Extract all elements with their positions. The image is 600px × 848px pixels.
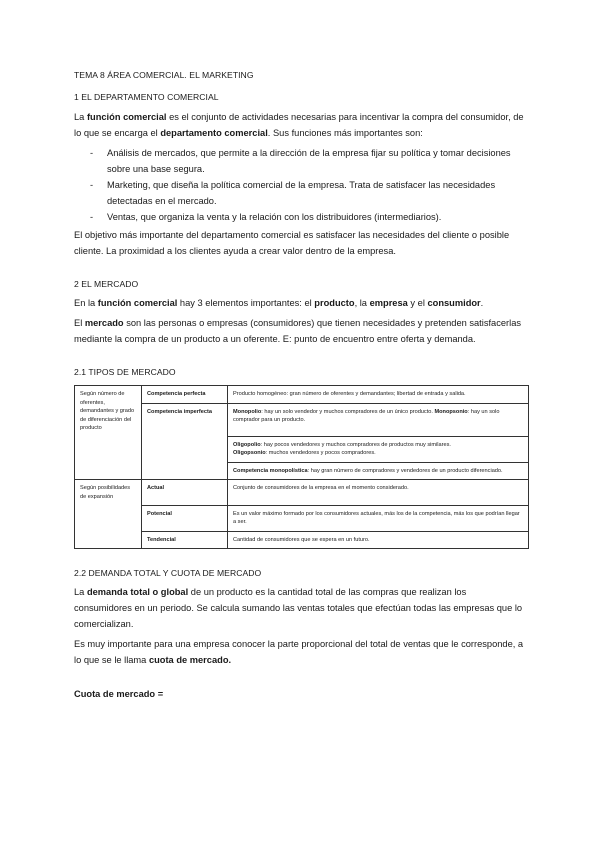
bold-term-demanda-total: demanda total o global [86, 587, 189, 597]
text-run: es el conjunto de actividades necesarias para incentivar la compra del consumidor, de lo que se encarga el [74, 112, 524, 138]
text-run: La [74, 112, 87, 122]
text-run: , la [354, 298, 370, 308]
bold-term: empresa [369, 298, 408, 308]
text-run: : muchos vendedores y pocos compradores. [265, 450, 376, 456]
bold-term: Oligopsonio [233, 450, 266, 456]
bold-term-cuota-de-mercado: cuota de mercado. [148, 655, 232, 665]
table-group-label: Según número de oferentes, demandantes y grado de diferenciación del producto [75, 386, 142, 480]
list-item: - Análisis de mercados, que permite a la dirección de la empresa fijar su política y tomar decisiones sobre una base segura. [74, 145, 526, 177]
table-type-label: Actual [142, 480, 228, 506]
section-2-heading: 2 EL MERCADO [74, 279, 139, 289]
text-run: El [74, 318, 85, 328]
bold-term: Monopsonio [434, 408, 468, 415]
section-2-paragraph-2 [74, 315, 526, 347]
bold-term: Oligopolio [233, 441, 261, 448]
table-row [75, 403, 529, 436]
text-run: de un producto es la cantidad total de las compras que realizan los consumidores en un periodo. Se calcula sumando las ventas totales que efectúan todas las empresas que lo comercializan. [74, 587, 523, 629]
bold-term: Competencia monopolística [233, 467, 308, 474]
bold-term: Monopolio [233, 408, 262, 415]
list-item: - Marketing, que diseña la política comercial de la empresa. Trata de satisfacer las necesidades detectadas en el mercado. [74, 177, 526, 209]
document-title: TEMA 8 ÁREA COMERCIAL. EL MARKETING [74, 70, 254, 80]
table-description: Producto homogéneo: gran número de oferentes y demandantes; libertad de entrada y salida. [228, 386, 529, 404]
table-description [228, 403, 529, 436]
section-1-paragraph-2: El objetivo más importante del departamento comercial es satisfacer las necesidades del cliente o posible cliente. La proximidad a los clientes ayuda a crear valor dentro de la empresa. [74, 230, 510, 256]
table-row [75, 531, 529, 549]
functions-list [74, 145, 526, 225]
section-2-2-paragraph-2 [74, 636, 526, 668]
text-run: : hay un solo comprador para un producto. [233, 408, 500, 423]
table-group-label: Según posibilidades de expansión [75, 480, 142, 549]
table-description: Cantidad de consumidores que se espera en un futuro. [228, 531, 529, 549]
text-run: : hay un solo vendedor y muchos compradores de un único producto. [261, 408, 435, 415]
table-row [75, 386, 529, 404]
table-row [75, 480, 529, 506]
text-run: son las personas o empresas (consumidores) que tienen necesidades y pretenden satisfacerlas mediante la compra de un producto a un oferente. E: punto de encuentro entre oferta y demanda. [74, 318, 522, 344]
table-description: Es un valor máximo formado por los consumidores actuales, más los de la competencia, más los que podrían llegar a ser. [228, 505, 529, 531]
list-item: - Ventas, que organiza la venta y la relación con los distribuidores (intermediarios). [74, 209, 526, 225]
bold-term: consumidor [427, 298, 481, 308]
text-run: hay 3 elementos importantes: el [177, 298, 315, 308]
table-type-label: Tendencial [142, 531, 228, 549]
text-run: : hay gran número de compradores y vendedores de un producto diferenciado. [307, 467, 503, 474]
market-types-table [74, 385, 529, 549]
text-run: En la [74, 298, 98, 308]
section-2-2-paragraph-1 [74, 584, 526, 632]
table-type-label: Competencia perfecta [142, 386, 228, 404]
section-2-paragraph-1 [74, 295, 526, 311]
document-page [74, 70, 526, 702]
text-run: La [74, 587, 87, 597]
table-row [75, 505, 529, 531]
table-type-label: Potencial [142, 505, 228, 531]
section-1-heading: 1 EL DEPARTAMENTO COMERCIAL [74, 92, 219, 102]
section-1-paragraph-1 [74, 109, 526, 141]
section-2-2-heading: 2.2 DEMANDA TOTAL Y CUOTA DE MERCADO [74, 568, 262, 578]
bold-term: función comercial [97, 298, 178, 308]
bold-term-funcion-comercial: función comercial [86, 112, 167, 122]
text-run: y el [407, 298, 428, 308]
table-description [228, 462, 529, 480]
bold-term-departamento-comercial: departamento comercial [160, 128, 268, 138]
table-description [228, 436, 529, 462]
section-2-1-heading: 2.1 TIPOS DE MERCADO [74, 367, 176, 377]
text-run: Es muy importante para una empresa conocer la parte proporcional del total de ventas que le corresponde, a lo que se le llama [74, 639, 524, 665]
text-run: . [480, 298, 484, 308]
bold-term: mercado [84, 318, 124, 328]
text-run: . Sus funciones más importantes son: [267, 128, 423, 138]
text-run: : hay pocos vendedores y muchos compradores de productos muy similares. [260, 441, 451, 448]
table-description: Conjunto de consumidores de la empresa en el momento considerado. [228, 480, 529, 506]
table-type-label: Competencia imperfecta [142, 403, 228, 480]
bold-term: producto [314, 298, 355, 308]
formula-label: Cuota de mercado = [74, 689, 164, 699]
